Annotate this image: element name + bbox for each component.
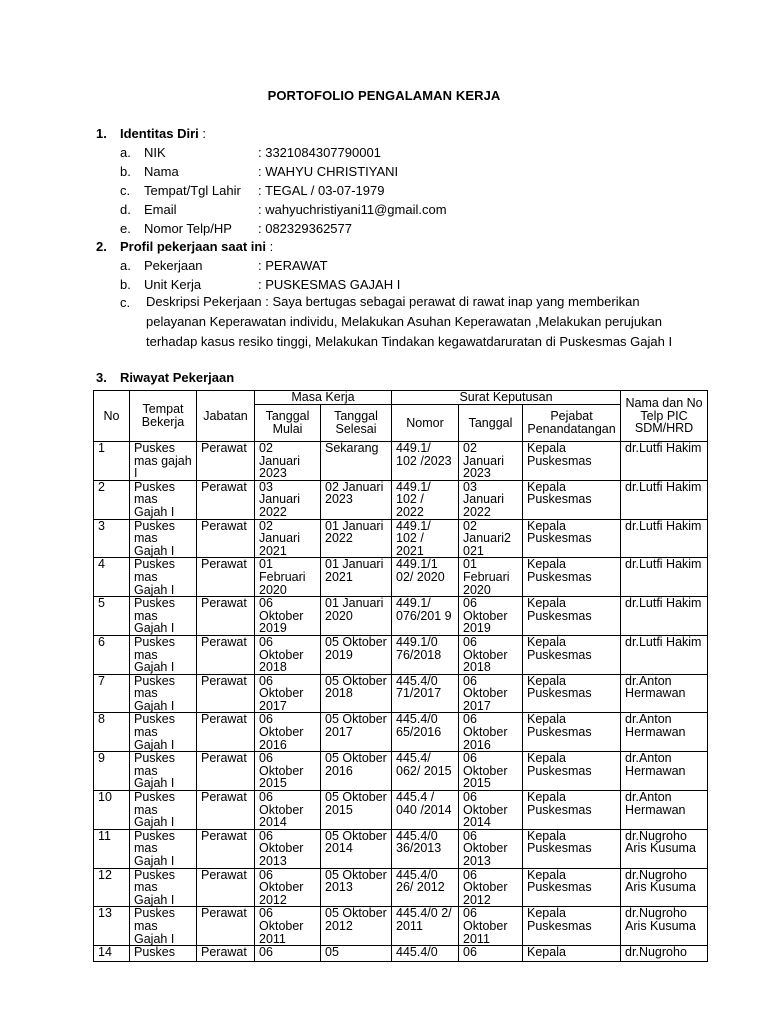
table-row [94, 868, 708, 907]
field-label: Unit Kerja [144, 277, 202, 292]
field-value: : wahyuchristiyani11@gmail.com [258, 202, 447, 217]
cell-tanggal-mulai: 06 Oktober 2017 [255, 674, 321, 713]
cell-nomor: 449.1/ 102 / 2021 [392, 519, 459, 558]
cell-jabatan: Perawat [197, 597, 255, 636]
cell-tempat-bekerja: Puskes mas Gajah I [130, 907, 197, 946]
cell-tanggal: 06 Oktober 2016 [459, 713, 523, 752]
cell-tanggal-mulai: 06 Oktober 2013 [255, 829, 321, 868]
cell-jabatan: Perawat [197, 713, 255, 752]
table-row [94, 752, 708, 791]
cell-jabatan: Perawat [197, 635, 255, 674]
cell-nomor: 449.1/ 076/201 9 [392, 597, 459, 636]
cell-tanggal: 06 Oktober 2011 [459, 907, 523, 946]
cell-no: 6 [94, 635, 130, 674]
cell-pic: dr.Nugroho [621, 946, 708, 962]
cell-no: 2 [94, 480, 130, 519]
deskripsi-line: Deskripsi Pekerjaan : Saya bertugas sebagai perawat di rawat inap yang memberikan [146, 294, 640, 309]
cell-tanggal: 02 Januari 2023 [459, 442, 523, 481]
field-value: : 3321084307790001 [258, 145, 381, 160]
cell-nomor: 445.4/0 [392, 946, 459, 962]
cell-pejabat: Kepala Puskesmas [523, 597, 621, 636]
field-label: Nomor Telp/HP [144, 221, 232, 236]
cell-no: 13 [94, 907, 130, 946]
cell-pejabat: Kepala Puskesmas [523, 907, 621, 946]
document-title: PORTOFOLIO PENGALAMAN KERJA [267, 88, 501, 103]
cell-pic: dr.Nugroho Aris Kusuma [621, 907, 708, 946]
field-value: : WAHYU CHRISTIYANI [258, 164, 399, 179]
cell-nomor: 445.4/0 71/2017 [392, 674, 459, 713]
deskripsi-pekerjaan [146, 292, 672, 352]
cell-tanggal-mulai: 06 Oktober 2015 [255, 752, 321, 791]
cell-nomor: 445.4/0 2/ 2011 [392, 907, 459, 946]
table-row [94, 519, 708, 558]
cell-pic: dr.Lutfi Hakim [621, 519, 708, 558]
cell-nomor: 449.1/0 76/2018 [392, 635, 459, 674]
cell-jabatan: Perawat [197, 868, 255, 907]
cell-no: 10 [94, 791, 130, 830]
cell-tempat-bekerja: Puskes mas Gajah I [130, 597, 197, 636]
cell-tanggal-mulai: 06 Oktober 2019 [255, 597, 321, 636]
field-value: : PERAWAT [258, 258, 328, 273]
cell-tanggal: 06 Oktober 2014 [459, 791, 523, 830]
document-page: PORTOFOLIO PENGALAMAN KERJA 1. Identitas Diri : a. NIK : 3321084307790001 b. Nama : WAHYU CHRISTIYANI c. Tempat/Tgl Lahir : TEGAL / 03-07-1979 d. Email : wahyuchristiyani11@gmail.com e. Nomor Telp/HP : 082329362577 2. Profil pekerjaan saat ini : a. Pekerjaan : PERAWAT b. Unit Kerja : PUSKESMAS GAJAH I c. Deskripsi Pekerjaan : Saya bertugas sebagai perawat di rawat inap yang memberikan pelayanan Keperawatan individu, Melakukan Asuhan Keperawatan ,Melakukan perujukan terhadap kasus resiko tinggi, Melakukan Tindakan kegawatdaruratan di Puskesmas Gajah I 3. Riwayat Pekerjaan No Tempat Bekerja Jabatan Masa Kerja Surat Keputusan Nama dan No Telp PIC SDM/HRD Tanggal Mulai Tanggal Selesai Nomor Tanggal Pejabat Penandatangan 1 Puskes mas gajah I Perawat 02 Januari 2023 Sekarang 449.1/ 102 /2023 02 Januari 2023 Kepala Puskesmas dr.Lutfi Hakim 2 Puskes mas Gajah I Perawat 03 Januari 2022 02 Januari 2023 449.1/ 102 / 2022 03 Januari 2022 Kepala Puskesmas dr.Lutfi Hakim 3 Puskes mas Gajah I Perawat 02 Januari 2021 01 Januari 2022 449.1/ 102 / 2021 02 Januari2 021 Kepala Puskesmas dr.Lutfi Hakim 4 Puskes mas Gajah I Perawat 01 Februari 2020 01 Januari 2021 449.1/1 02/ 2020 01 Februari 2020 Kepala Puskesmas dr.Lutfi Hakim 5 Puskes mas Gajah I Perawat 06 Oktober 2019 01 Januari 2020 449.1/ 076/201 9 06 Oktober 2019 Kepala Puskesmas dr.Lutfi Hakim 6 Puskes mas Gajah I Perawat 06 Oktober 2018 05 Oktober 2019 449.1/0 76/2018 06 Oktober 2018 Kepala Puskesmas dr.Lutfi Hakim 7 Puskes mas Gajah I Perawat 06 Oktober 2017 05 Oktober 2018 445.4/0 71/2017 06 Oktober 2017 Kepala Puskesmas dr.Anton Hermawan 8 Puskes mas Gajah I Perawat 06 Oktober 2016 05 Oktober 2017 445.4/0 65/2016 06 Oktober 2016 Kepala Puskesmas dr.Anton Hermawan 9 Puskes mas Gajah I Perawat 06 Oktober 2015 05 Oktober 2016 445.4/ 062/ 2015 06 Oktober 2015 Kepala Puskesmas dr.Anton Hermawan 10 Puskes mas Gajah I Perawat 06 Oktober 2014 05 Oktober 2015 445.4 / 040 /2014 06 Oktober 2014 Kepala Puskesmas dr.Anton Hermawan 11 Puskes mas Gajah I Perawat 06 Oktober 2013 05 Oktober 2014 445.4/0 36/2013 06 Oktober 2013 Kepala Puskesmas dr.Nugroho Aris Kusuma 12 Puskes mas Gajah I Perawat 06 Oktober 2012 05 Oktober 2013 445.4/0 26/ 2012 06 Oktober 2012 Kepala Puskesmas dr.Nugroho Aris Kusuma 13 Puskes mas Gajah I Perawat 06 Oktober 2011 05 Oktober 2012 445.4/0 2/ 2011 06 Oktober 2011 Kepala Puskesmas dr.Nugroho Aris Kusuma 14 Puskes Perawat 06 05 445.4/0 06 Kepala dr.Nugroho [0, 0, 768, 1024]
field-value: : 082329362577 [258, 221, 352, 236]
header-tanggal-selesai: Tanggal Selesai [321, 405, 392, 442]
cell-tanggal: 02 Januari2 021 [459, 519, 523, 558]
table-row [94, 791, 708, 830]
cell-tanggal-selesai: Sekarang [321, 442, 392, 481]
header-pejabat: Pejabat Penandatangan [523, 405, 621, 442]
header-tanggal: Tanggal [459, 405, 523, 442]
cell-jabatan: Perawat [197, 558, 255, 597]
cell-tanggal-selesai: 01 Januari 2022 [321, 519, 392, 558]
header-no: No [94, 391, 130, 442]
deskripsi-line: pelayanan Keperawatan individu, Melakukan Asuhan Keperawatan ,Melakukan perujukan [146, 314, 663, 329]
cell-tanggal-selesai: 02 Januari 2023 [321, 480, 392, 519]
cell-tanggal: 06 Oktober 2018 [459, 635, 523, 674]
cell-pic: dr.Anton Hermawan [621, 752, 708, 791]
cell-no: 1 [94, 442, 130, 481]
table-header-row [94, 391, 708, 405]
cell-tanggal-selesai: 05 Oktober 2013 [321, 868, 392, 907]
cell-tempat-bekerja: Puskes mas Gajah I [130, 829, 197, 868]
cell-tanggal-mulai: 06 Oktober 2018 [255, 635, 321, 674]
section-number: 2. [96, 239, 107, 254]
cell-pejabat: Kepala Puskesmas [523, 713, 621, 752]
cell-tanggal-selesai: 05 Oktober 2019 [321, 635, 392, 674]
cell-tanggal: 06 Oktober 2013 [459, 829, 523, 868]
riwayat-pekerjaan-table [93, 390, 708, 962]
cell-no: 7 [94, 674, 130, 713]
cell-pejabat: Kepala Puskesmas [523, 442, 621, 481]
table-row [94, 946, 708, 962]
cell-tanggal-selesai: 05 Oktober 2012 [321, 907, 392, 946]
cell-tempat-bekerja: Puskes [130, 946, 197, 962]
cell-pejabat: Kepala Puskesmas [523, 868, 621, 907]
cell-tanggal-mulai: 06 [255, 946, 321, 962]
cell-pejabat: Kepala Puskesmas [523, 519, 621, 558]
field-label: Email [144, 202, 177, 217]
cell-tempat-bekerja: Puskes mas Gajah I [130, 480, 197, 519]
section-title: Profil pekerjaan saat ini : [120, 239, 274, 254]
cell-pic: dr.Lutfi Hakim [621, 480, 708, 519]
header-pic: Nama dan No Telp PIC SDM/HRD [621, 391, 708, 442]
cell-tanggal: 06 [459, 946, 523, 962]
cell-tanggal: 01 Februari 2020 [459, 558, 523, 597]
cell-pejabat: Kepala Puskesmas [523, 558, 621, 597]
cell-tempat-bekerja: Puskes mas Gajah I [130, 558, 197, 597]
cell-jabatan: Perawat [197, 791, 255, 830]
cell-jabatan: Perawat [197, 480, 255, 519]
cell-tanggal-mulai: 02 Januari 2021 [255, 519, 321, 558]
cell-pic: dr.Anton Hermawan [621, 791, 708, 830]
cell-tanggal-selesai: 05 Oktober 2017 [321, 713, 392, 752]
cell-nomor: 449.1/1 02/ 2020 [392, 558, 459, 597]
cell-pic: dr.Nugroho Aris Kusuma [621, 868, 708, 907]
cell-no: 8 [94, 713, 130, 752]
cell-tanggal: 03 Januari 2022 [459, 480, 523, 519]
cell-tanggal-mulai: 03 Januari 2022 [255, 480, 321, 519]
cell-pejabat: Kepala Puskesmas [523, 480, 621, 519]
cell-pic: dr.Lutfi Hakim [621, 635, 708, 674]
cell-no: 11 [94, 829, 130, 868]
cell-tempat-bekerja: Puskes mas Gajah I [130, 752, 197, 791]
cell-pic: dr.Lutfi Hakim [621, 442, 708, 481]
cell-nomor: 449.1/ 102 /2023 [392, 442, 459, 481]
cell-pejabat: Kepala Puskesmas [523, 635, 621, 674]
cell-pic: dr.Lutfi Hakim [621, 558, 708, 597]
cell-tanggal: 06 Oktober 2012 [459, 868, 523, 907]
cell-pejabat: Kepala [523, 946, 621, 962]
cell-jabatan: Perawat [197, 442, 255, 481]
table-row [94, 829, 708, 868]
cell-pejabat: Kepala Puskesmas [523, 752, 621, 791]
cell-pejabat: Kepala Puskesmas [523, 674, 621, 713]
field-label: Tempat/Tgl Lahir [144, 183, 241, 198]
cell-pic: dr.Anton Hermawan [621, 674, 708, 713]
cell-jabatan: Perawat [197, 752, 255, 791]
table-row [94, 674, 708, 713]
cell-tanggal: 06 Oktober 2017 [459, 674, 523, 713]
section-title: Identitas Diri : [120, 126, 206, 141]
header-tempat-bekerja: Tempat Bekerja [130, 391, 197, 442]
cell-jabatan: Perawat [197, 829, 255, 868]
cell-tanggal-mulai: 06 Oktober 2016 [255, 713, 321, 752]
cell-nomor: 445.4/0 36/2013 [392, 829, 459, 868]
cell-jabatan: Perawat [197, 674, 255, 713]
cell-tanggal-selesai: 05 Oktober 2015 [321, 791, 392, 830]
table-row [94, 480, 708, 519]
cell-no: 14 [94, 946, 130, 962]
cell-tanggal-selesai: 05 [321, 946, 392, 962]
header-masa-kerja: Masa Kerja [255, 391, 392, 405]
field-value: : PUSKESMAS GAJAH I [258, 277, 401, 292]
deskripsi-line: terhadap kasus resiko tinggi, Melakukan Tindakan kegawatdaruratan di Puskesmas Gajah I [146, 334, 673, 349]
field-label: NIK [144, 145, 166, 160]
header-surat-keputusan: Surat Keputusan [392, 391, 621, 405]
cell-no: 3 [94, 519, 130, 558]
field-label: Nama [144, 164, 179, 179]
cell-no: 4 [94, 558, 130, 597]
cell-tanggal-mulai: 01 Februari 2020 [255, 558, 321, 597]
table-row [94, 597, 708, 636]
table-row [94, 558, 708, 597]
cell-tanggal-selesai: 05 Oktober 2014 [321, 829, 392, 868]
cell-tanggal-mulai: 06 Oktober 2014 [255, 791, 321, 830]
cell-tanggal-selesai: 05 Oktober 2016 [321, 752, 392, 791]
cell-tempat-bekerja: Puskes mas Gajah I [130, 519, 197, 558]
cell-nomor: 445.4 / 040 /2014 [392, 791, 459, 830]
cell-tempat-bekerja: Puskes mas Gajah I [130, 674, 197, 713]
cell-tanggal-selesai: 01 Januari 2020 [321, 597, 392, 636]
field-value: : TEGAL / 03-07-1979 [258, 183, 385, 198]
cell-jabatan: Perawat [197, 946, 255, 962]
section-number: 3. [96, 370, 107, 385]
table-row [94, 442, 708, 481]
table-row [94, 713, 708, 752]
cell-pic: dr.Lutfi Hakim [621, 597, 708, 636]
cell-nomor: 445.4/0 65/2016 [392, 713, 459, 752]
cell-pic: dr.Nugroho Aris Kusuma [621, 829, 708, 868]
cell-tempat-bekerja: Puskes mas gajah I [130, 442, 197, 481]
cell-pic: dr.Anton Hermawan [621, 713, 708, 752]
cell-tanggal: 06 Oktober 2015 [459, 752, 523, 791]
cell-tanggal-mulai: 02 Januari 2023 [255, 442, 321, 481]
cell-tempat-bekerja: Puskes mas Gajah I [130, 791, 197, 830]
header-jabatan: Jabatan [197, 391, 255, 442]
cell-tanggal-selesai: 05 Oktober 2018 [321, 674, 392, 713]
cell-nomor: 445.4/0 26/ 2012 [392, 868, 459, 907]
cell-tempat-bekerja: Puskes mas Gajah I [130, 868, 197, 907]
header-tanggal-mulai: Tanggal Mulai [255, 405, 321, 442]
field-label: Pekerjaan [144, 258, 203, 273]
cell-tanggal: 06 Oktober 2019 [459, 597, 523, 636]
header-nomor: Nomor [392, 405, 459, 442]
cell-no: 5 [94, 597, 130, 636]
cell-pejabat: Kepala Puskesmas [523, 829, 621, 868]
section-title: Riwayat Pekerjaan [120, 370, 235, 385]
cell-tanggal-mulai: 06 Oktober 2012 [255, 868, 321, 907]
cell-tempat-bekerja: Puskes mas Gajah I [130, 713, 197, 752]
cell-jabatan: Perawat [197, 907, 255, 946]
cell-nomor: 445.4/ 062/ 2015 [392, 752, 459, 791]
cell-tanggal-mulai: 06 Oktober 2011 [255, 907, 321, 946]
table-row [94, 907, 708, 946]
cell-no: 9 [94, 752, 130, 791]
cell-tanggal-selesai: 01 Januari 2021 [321, 558, 392, 597]
cell-jabatan: Perawat [197, 519, 255, 558]
table-row [94, 635, 708, 674]
cell-no: 12 [94, 868, 130, 907]
section-number: 1. [96, 126, 107, 141]
cell-tempat-bekerja: Puskes mas Gajah I [130, 635, 197, 674]
cell-pejabat: Kepala Puskesmas [523, 791, 621, 830]
cell-nomor: 449.1/ 102 / 2022 [392, 480, 459, 519]
